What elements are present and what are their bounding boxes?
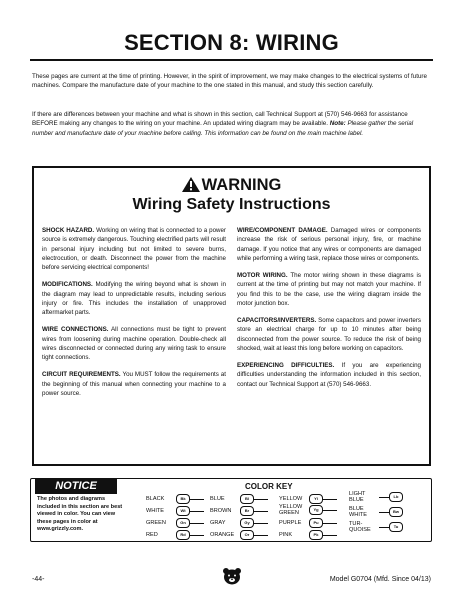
color-key-name: GREEN (146, 520, 166, 526)
warning-triangle-icon (182, 177, 200, 192)
wire-code-badge: Yg (309, 505, 323, 515)
notice-text: The photos and diagrams included in this section are best viewed in color. You can view these pages in color at www.grizzly.com. (37, 496, 123, 533)
title-rule (30, 59, 433, 61)
warning-item-body: Some capacitors and power inverters store an electrical charge for up to 10 minutes after being disconnected from the power source. To reduce the risk of being shocked, wait at least this long before working on capacitors. (237, 317, 421, 352)
color-key-row (210, 506, 268, 516)
color-key-name: BROWN (210, 508, 232, 514)
wire-code-badge: Bl (240, 494, 254, 504)
wire-code-badge: Wt (176, 506, 190, 516)
color-key-row (146, 494, 204, 504)
wire-code-badge: Rd (176, 530, 190, 540)
intro-paragraph-2-text: If there are differences between your machine and what is shown in this section, call Technical Support at (570) 546-9663 for assistance BEFORE making any changes to the wiring on your machine. An updated wiring diagram may be available. (32, 111, 408, 128)
wire-code-badge: Bw (389, 507, 403, 517)
warning-box (32, 166, 431, 466)
intro-note-label: Note: (329, 120, 346, 128)
wire-code-badge: Pu (309, 518, 323, 528)
warning-item-body: You MUST follow the requirements at the beginning of this manual when connecting your machine to a power source. (42, 371, 226, 397)
color-key-name: LIGHT BLUE (349, 491, 366, 504)
warning-item-heading: WIRE/COMPONENT DAMAGE. (237, 227, 328, 234)
warning-item-body: Modifying the wiring beyond what is shown in the diagram may lead to unpredictable results, including serious injury or fire. This includes the installation of unapproved aftermarket parts. (42, 281, 226, 316)
warning-heading-text: WARNING (201, 176, 282, 194)
page-title: SECTION 8: WIRING (124, 30, 339, 55)
warning-item-body: If you are experiencing difficulties understanding the information included in this section, contact our Technical Support at (570) 546-9663. (237, 362, 421, 388)
color-key-row (279, 494, 337, 504)
warning-item-body: The motor wiring shown in these diagrams is current at the time of printing but may not match your machine. If you find this to be the case, use the wiring diagram inside the motor junction box. (237, 272, 421, 307)
page-number: -44- (32, 576, 45, 583)
color-key-row (146, 530, 204, 540)
wire-code-badge: Gn (176, 518, 190, 528)
color-key-row (210, 530, 268, 540)
color-key-row (146, 506, 204, 516)
color-key-row (349, 491, 403, 504)
warning-item (237, 316, 421, 353)
warning-item (42, 226, 226, 272)
color-key-name: BLACK (146, 496, 165, 502)
color-key-name: PINK (279, 532, 293, 538)
color-key-name: BLUE (210, 496, 225, 502)
color-key-name: ORANGE (210, 532, 235, 538)
warning-item-body: All connections must be tight to prevent wires from loosening during machine operation. Double-check all wires disconnected or connected during any wiring task to ensure tight connections. (42, 326, 226, 361)
color-key-name: BLUE WHITE (349, 506, 368, 519)
color-key-title: COLOR KEY (245, 482, 293, 491)
color-key-row (146, 518, 204, 528)
color-key-row (210, 494, 268, 504)
intro-paragraph-2 (32, 110, 432, 138)
warning-item-body: Damaged wires or components increase the risk of serious personal injury, fire, or machine damage. If you notice that any wires or components are damaged while performing a wiring task, replace those wires or components. (237, 227, 422, 262)
color-key-name: RED (146, 532, 158, 538)
warning-item (42, 370, 226, 398)
wire-code-badge: Pk (309, 530, 323, 540)
warning-item-heading: WIRE CONNECTIONS. (42, 326, 109, 334)
warning-item (42, 325, 226, 362)
warning-item-heading: CAPACITORS/INVERTERS. (237, 317, 317, 324)
notice-color-key-box (30, 478, 432, 542)
intro-paragraph-1: These pages are current at the time of printing. However, in the spirit of improvement, we may make changes to the electrical systems of future machines. Compare the manufacture date of your machine to the one stated in this manual, and study this section carefully. (32, 73, 427, 90)
wire-code-badge: Or (240, 530, 254, 540)
warning-item-heading: MOTOR WIRING. (237, 272, 288, 279)
warning-item (237, 361, 421, 389)
color-key-name: YELLOW GREEN (279, 504, 303, 517)
wire-code-badge: Lb (389, 492, 403, 502)
warning-item (237, 226, 421, 263)
warning-right-column (237, 226, 421, 397)
warning-item (237, 271, 421, 308)
color-key-row (279, 518, 337, 528)
warning-item-heading: CIRCUIT REQUIREMENTS. (42, 371, 121, 379)
warning-heading (34, 176, 429, 195)
wire-code-badge: Tu (389, 522, 403, 532)
wire-code-badge: Yl (309, 494, 323, 504)
color-key-row (349, 506, 403, 519)
warning-item-heading: MODIFICATIONS. (42, 281, 93, 289)
intro-note-text: Please gather the serial number and manufacture date of your machine before calling. This information can be found on the main machine label. (32, 120, 414, 137)
wire-code-badge: Bk (176, 494, 190, 504)
color-key-row (349, 521, 403, 534)
warning-item-heading: EXPERIENCING DIFFICULTIES. (237, 362, 335, 369)
color-key-name: WHITE (146, 508, 165, 514)
warning-item (42, 280, 226, 317)
color-key-name: GRAY (210, 520, 226, 526)
wire-code-badge: Gy (240, 518, 254, 528)
warning-subheading: Wiring Safety Instructions (132, 196, 331, 213)
warning-left-column (42, 226, 226, 406)
warning-item-heading: SHOCK HAZARD. (42, 227, 95, 234)
color-key-row (210, 518, 268, 528)
notice-tab: NOTICE (35, 478, 117, 494)
warning-item-body: Working on wiring that is connected to a power source is extremely dangerous. Touching electrified parts will result in personal injury including but not limited to severe burns, electrocution, or death. Disconnect the power from the machine before servicing electrical components! (42, 227, 226, 271)
color-key-name: YELLOW (279, 496, 303, 502)
color-key-row (279, 504, 337, 517)
wire-code-badge: Br (240, 506, 254, 516)
bear-logo-icon (222, 567, 242, 585)
color-key-name: TUR-QUOISE (349, 521, 371, 534)
model-label: Model G0704 (Mfd. Since 04/13) (329, 576, 431, 583)
color-key-name: PURPLE (279, 520, 302, 526)
color-key-row (279, 530, 337, 540)
